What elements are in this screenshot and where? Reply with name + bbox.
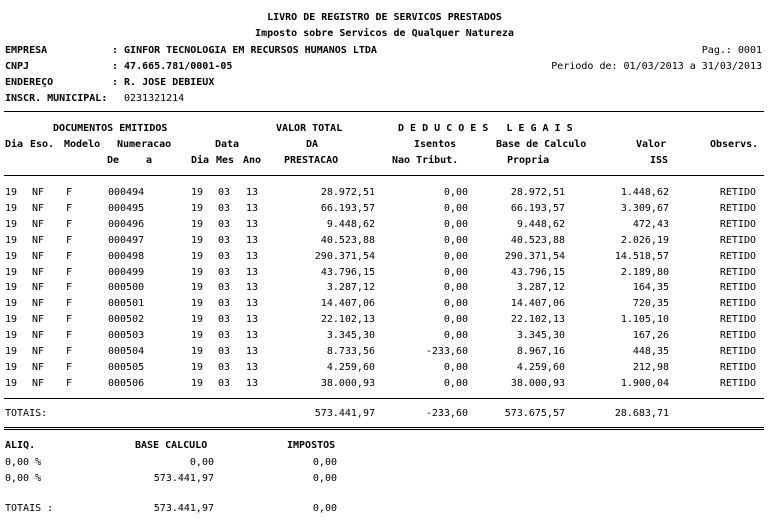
header-ano: Ano xyxy=(243,155,262,166)
cell-m: 03 xyxy=(218,282,231,294)
cell-m: 03 xyxy=(218,330,231,342)
header-base-calculo: Base de Calculo xyxy=(496,139,587,150)
summary-aliq-header: ALIQ. xyxy=(5,440,36,451)
header-docs-emitidos: DOCUMENTOS EMITIDOS xyxy=(53,123,168,134)
cell-base: 290.371,54 xyxy=(504,250,565,262)
summary-base: 0,00 xyxy=(189,457,214,468)
cell-d: 19 xyxy=(191,234,204,246)
cell-isentos: 0,00 xyxy=(443,361,468,373)
cell-a: 13 xyxy=(246,234,259,246)
cell-m: 03 xyxy=(218,361,231,373)
cell-valor: 3.287,12 xyxy=(326,282,375,294)
cell-num: 000500 xyxy=(108,282,145,294)
cell-dia: 19 xyxy=(5,187,18,198)
summary-impostos: 0,00 xyxy=(312,457,337,468)
cell-num: 000499 xyxy=(108,266,145,278)
cell-d: 19 xyxy=(191,346,204,357)
summary-aliq: 0,00 % xyxy=(5,473,42,484)
divider xyxy=(4,175,764,176)
cell-m: 03 xyxy=(218,218,231,230)
cell-base: 8.967,16 xyxy=(516,346,565,357)
cell-iss: 167,26 xyxy=(632,330,669,342)
cell-d: 19 xyxy=(191,218,204,230)
cell-a: 13 xyxy=(246,202,259,214)
summary-impostos: 0,00 xyxy=(312,473,337,484)
header-isentos: Isentos xyxy=(414,139,457,150)
cell-iss: 472,43 xyxy=(632,218,669,230)
cell-modelo: F xyxy=(66,187,73,198)
header-data: Data xyxy=(215,139,240,150)
cell-a: 13 xyxy=(246,298,259,310)
cell-d: 19 xyxy=(191,330,204,342)
report-subtitle: Imposto sobre Servicos de Qualquer Natureza xyxy=(255,28,514,39)
cell-obs: RETIDO xyxy=(719,346,756,357)
page-number: Pag.: 0001 xyxy=(701,45,762,56)
cell-modelo: F xyxy=(66,234,73,246)
cell-num: 000506 xyxy=(108,377,145,389)
cell-iss: 164,35 xyxy=(632,282,669,294)
inscr-value: 0231321214 xyxy=(124,93,185,104)
cell-iss: 1.105,10 xyxy=(620,314,669,326)
cell-m: 03 xyxy=(218,314,231,326)
cell-obs: RETIDO xyxy=(719,266,756,278)
cell-m: 03 xyxy=(218,298,231,310)
header-valor: Valor xyxy=(636,139,667,150)
cell-iss: 14.518,57 xyxy=(614,250,669,262)
cell-dia: 19 xyxy=(5,250,18,262)
cell-d: 19 xyxy=(191,361,204,373)
cell-num: 000504 xyxy=(108,346,145,357)
cell-dia: 19 xyxy=(5,314,18,326)
header-de: De xyxy=(107,155,120,166)
cell-base: 28.972,51 xyxy=(510,187,565,198)
totais-valor: 573.441,97 xyxy=(314,408,375,419)
cell-a: 13 xyxy=(246,377,259,389)
cell-obs: RETIDO xyxy=(719,202,756,214)
cell-base: 4.259,60 xyxy=(516,361,565,373)
cell-dia: 19 xyxy=(5,377,18,389)
cell-m: 03 xyxy=(218,187,231,198)
cell-isentos: 0,00 xyxy=(443,234,468,246)
cell-a: 13 xyxy=(246,282,259,294)
header-dia: Dia xyxy=(5,139,24,150)
header-dia2: Dia xyxy=(191,155,210,166)
cell-eso: NF xyxy=(32,346,45,357)
cell-num: 000497 xyxy=(108,234,145,246)
cell-valor: 22.102,13 xyxy=(320,314,375,326)
cell-num: 000496 xyxy=(108,218,145,230)
cell-eso: NF xyxy=(32,234,45,246)
cell-isentos: 0,00 xyxy=(443,266,468,278)
header-nao-tribut: Nao Tribut. xyxy=(392,155,459,166)
header-modelo: Modelo xyxy=(64,139,101,150)
cell-eso: NF xyxy=(32,250,45,262)
totais-label: TOTAIS: xyxy=(5,408,48,419)
header-a: a xyxy=(146,155,153,166)
divider xyxy=(4,398,764,399)
cell-base: 3.287,12 xyxy=(516,282,565,294)
header-deducoes: D E D U C O E S L E G A I S xyxy=(398,123,573,134)
cell-d: 19 xyxy=(191,187,204,198)
cell-obs: RETIDO xyxy=(719,361,756,373)
cell-valor: 38.000,93 xyxy=(320,377,375,389)
cell-a: 13 xyxy=(246,266,259,278)
cell-a: 13 xyxy=(246,314,259,326)
cell-valor: 28.972,51 xyxy=(320,187,375,198)
cell-isentos: 0,00 xyxy=(443,187,468,198)
cell-d: 19 xyxy=(191,314,204,326)
header-valor-total: VALOR TOTAL xyxy=(276,123,343,134)
cell-base: 38.000,93 xyxy=(510,377,565,389)
cell-eso: NF xyxy=(32,330,45,342)
report-title: LIVRO DE REGISTRO DE SERVICOS PRESTADOS xyxy=(267,12,502,23)
summary-aliq: 0,00 % xyxy=(5,457,42,468)
cell-modelo: F xyxy=(66,298,73,310)
cell-a: 13 xyxy=(246,187,259,198)
cnpj-label: CNPJ xyxy=(5,61,30,72)
cell-dia: 19 xyxy=(5,298,18,310)
cell-isentos: 0,00 xyxy=(443,314,468,326)
cell-a: 13 xyxy=(246,218,259,230)
cell-dia: 19 xyxy=(5,234,18,246)
header-eso: Eso. xyxy=(30,139,55,150)
cell-num: 000505 xyxy=(108,361,145,373)
totais-isentos: -233,60 xyxy=(425,408,468,419)
cell-base: 66.193,57 xyxy=(510,202,565,214)
cell-iss: 212,98 xyxy=(632,361,669,373)
cell-eso: NF xyxy=(32,298,45,310)
cell-eso: NF xyxy=(32,282,45,294)
cell-dia: 19 xyxy=(5,282,18,294)
header-numeracao: Numeracao xyxy=(117,139,172,150)
cell-iss: 448,35 xyxy=(632,346,669,357)
cell-eso: NF xyxy=(32,187,45,198)
cell-isentos: 0,00 xyxy=(443,250,468,262)
cell-a: 13 xyxy=(246,330,259,342)
cell-dia: 19 xyxy=(5,266,18,278)
header-observs: Observs. xyxy=(710,139,759,150)
summary-totais-impostos: 0,00 xyxy=(312,503,337,514)
cell-modelo: F xyxy=(66,266,73,278)
cell-num: 000501 xyxy=(108,298,145,310)
cell-dia: 19 xyxy=(5,346,18,357)
cell-d: 19 xyxy=(191,250,204,262)
endereco-value: : R. JOSE DEBIEUX xyxy=(112,77,215,88)
cell-dia: 19 xyxy=(5,361,18,373)
cell-iss: 720,35 xyxy=(632,298,669,310)
cell-obs: RETIDO xyxy=(719,298,756,310)
cell-base: 43.796,15 xyxy=(510,266,565,278)
endereco-label: ENDEREÇO xyxy=(5,77,54,88)
header-propria: Propria xyxy=(507,155,550,166)
cell-modelo: F xyxy=(66,282,73,294)
cell-d: 19 xyxy=(191,377,204,389)
cell-dia: 19 xyxy=(5,218,18,230)
inscr-label: INSCR. MUNICIPAL: xyxy=(5,93,108,104)
cell-obs: RETIDO xyxy=(719,187,756,198)
cell-a: 13 xyxy=(246,346,259,357)
cell-isentos: 0,00 xyxy=(443,282,468,294)
periodo: Periodo de: 01/03/2013 a 31/03/2013 xyxy=(551,61,762,72)
cell-num: 000498 xyxy=(108,250,145,262)
cnpj-value: : 47.665.781/0001-05 xyxy=(112,61,233,72)
header-prestacao: PRESTACAO xyxy=(284,155,339,166)
totais-iss: 28.683,71 xyxy=(614,408,669,419)
cell-eso: NF xyxy=(32,314,45,326)
summary-totais-base: 573.441,97 xyxy=(153,503,214,514)
cell-m: 03 xyxy=(218,377,231,389)
cell-eso: NF xyxy=(32,202,45,214)
cell-d: 19 xyxy=(191,202,204,214)
cell-dia: 19 xyxy=(5,202,18,214)
cell-d: 19 xyxy=(191,282,204,294)
cell-iss: 2.189,80 xyxy=(620,266,669,278)
cell-obs: RETIDO xyxy=(719,250,756,262)
cell-base: 22.102,13 xyxy=(510,314,565,326)
cell-iss: 3.309,67 xyxy=(620,202,669,214)
cell-modelo: F xyxy=(66,361,73,373)
empresa-label: EMPRESA xyxy=(5,45,48,56)
cell-obs: RETIDO xyxy=(719,314,756,326)
cell-num: 000494 xyxy=(108,187,145,198)
cell-eso: NF xyxy=(32,377,45,389)
cell-isentos: 0,00 xyxy=(443,298,468,310)
cell-num: 000495 xyxy=(108,202,145,214)
header-da: DA xyxy=(306,139,319,150)
header-iss: ISS xyxy=(650,155,669,166)
cell-modelo: F xyxy=(66,377,73,389)
cell-eso: NF xyxy=(32,218,45,230)
cell-obs: RETIDO xyxy=(719,234,756,246)
cell-m: 03 xyxy=(218,202,231,214)
divider xyxy=(4,111,764,112)
cell-obs: RETIDO xyxy=(719,218,756,230)
cell-dia: 19 xyxy=(5,330,18,342)
cell-a: 13 xyxy=(246,250,259,262)
cell-valor: 43.796,15 xyxy=(320,266,375,278)
cell-isentos: 0,00 xyxy=(443,330,468,342)
cell-valor: 4.259,60 xyxy=(326,361,375,373)
cell-base: 3.345,30 xyxy=(516,330,565,342)
cell-iss: 2.026,19 xyxy=(620,234,669,246)
cell-modelo: F xyxy=(66,330,73,342)
cell-isentos: 0,00 xyxy=(443,202,468,214)
cell-base: 40.523,88 xyxy=(510,234,565,246)
cell-modelo: F xyxy=(66,202,73,214)
cell-valor: 66.193,57 xyxy=(320,202,375,214)
summary-base: 573.441,97 xyxy=(153,473,214,484)
cell-isentos: 0,00 xyxy=(443,377,468,389)
cell-modelo: F xyxy=(66,346,73,357)
cell-base: 14.407,06 xyxy=(510,298,565,310)
cell-base: 9.448,62 xyxy=(516,218,565,230)
cell-eso: NF xyxy=(32,361,45,373)
cell-num: 000502 xyxy=(108,314,145,326)
cell-m: 03 xyxy=(218,346,231,357)
summary-base-header: BASE CALCULO xyxy=(135,440,208,451)
summary-impostos-header: IMPOSTOS xyxy=(287,440,336,451)
cell-valor: 14.407,06 xyxy=(320,298,375,310)
cell-isentos: 0,00 xyxy=(443,218,468,230)
empresa-value: : GINFOR TECNOLOGIA EM RECURSOS HUMANOS LTDA xyxy=(112,45,377,56)
cell-m: 03 xyxy=(218,234,231,246)
cell-obs: RETIDO xyxy=(719,377,756,389)
cell-obs: RETIDO xyxy=(719,330,756,342)
cell-valor: 290.371,54 xyxy=(314,250,375,262)
totais-base: 573.675,57 xyxy=(504,408,565,419)
cell-num: 000503 xyxy=(108,330,145,342)
cell-m: 03 xyxy=(218,266,231,278)
cell-valor: 8.733,56 xyxy=(326,346,375,357)
cell-modelo: F xyxy=(66,218,73,230)
cell-valor: 9.448,62 xyxy=(326,218,375,230)
cell-m: 03 xyxy=(218,250,231,262)
cell-modelo: F xyxy=(66,314,73,326)
cell-iss: 1.448,62 xyxy=(620,187,669,198)
cell-eso: NF xyxy=(32,266,45,278)
cell-d: 19 xyxy=(191,298,204,310)
cell-a: 13 xyxy=(246,361,259,373)
cell-valor: 3.345,30 xyxy=(326,330,375,342)
cell-isentos: -233,60 xyxy=(425,346,468,357)
cell-valor: 40.523,88 xyxy=(320,234,375,246)
summary-totais-label: TOTAIS : xyxy=(5,503,54,514)
cell-modelo: F xyxy=(66,250,73,262)
header-mes: Mes xyxy=(216,155,235,166)
cell-iss: 1.900,04 xyxy=(620,377,669,389)
cell-obs: RETIDO xyxy=(719,282,756,294)
double-divider xyxy=(4,427,764,430)
cell-d: 19 xyxy=(191,266,204,278)
